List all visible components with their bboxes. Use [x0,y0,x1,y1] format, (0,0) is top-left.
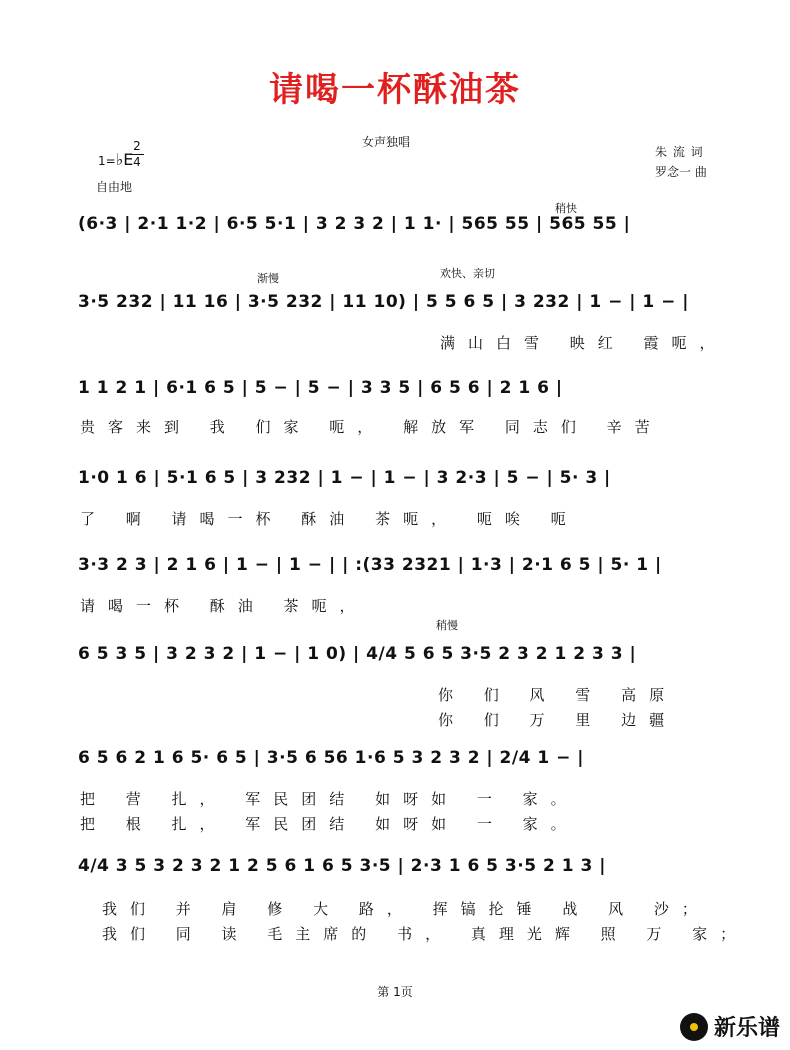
logo-text: 新乐谱 [713,1016,780,1041]
lyrics-verse-2: 你 们 万 里 边疆 [438,711,678,729]
lyrics-verse-1: 把 营 扎， 军民团结 如呀如 一 家。 [80,790,579,808]
score-line-7 [78,748,740,833]
lyrics-verse-2: 把 根 扎， 军民团结 如呀如 一 家。 [80,815,579,833]
notation-text: 6 5 6 2 1 6 5· 6 5 | 3·5 6 56 1·6 5 3 2 3 2 | 2/4 1 − | [78,748,584,768]
notation-text: 1 1 2 1 | 6·1 6 5 | 5 − | 5 − | 3 3 5 | 6 5 6 | 2 1 6 | [78,378,563,398]
dynamic-marking: 欢快、亲切 [440,267,495,280]
site-logo [680,1011,780,1042]
lyrics: 了 啊 请喝一杯 酥油 茶呃， 呃唉 呃 [80,510,579,528]
key-label: 1= [98,154,116,168]
lyrics-verse-2: 我们 同 读 毛主席的 书， 真理光辉 照 万 家； [102,925,749,943]
notation-text: 6 5 3 5 | 3 2 3 2 | 1 − | 1 0) | 4/4 5 6 5 3·5 2 3 2 1 2 3 3 | [78,644,637,664]
notation-text: 3·3 2 3 | 2 1 6 | 1 − | 1 − | | :(33 2321 | 1·3 | 2·1 6 5 | 5· 1 | [78,555,662,575]
lyrics: 请喝一杯 酥油 茶呃， [80,597,368,615]
lyrics-verse-1: 你 们 风 雪 高原 [438,686,678,704]
lyrics-verse-1: 我们 并 肩 修 大 路， 挥镐抡锤 战 风 沙； [102,900,710,918]
notation-text: 3·5 232 | 11 16 | 3·5 232 | 11 10) | 5 5 6 5 | 3 232 | 1 − | 1 − | [78,292,690,312]
dynamic-marking: 稍慢 [436,619,458,632]
score-line-1 [78,214,740,274]
score-line-3 [78,378,740,438]
notation-text: 4/4 3 5 3 2 3 2 1 2 5 6 1 6 5 3·5 | 2·3 1 6 5 3·5 2 1 3 | [78,856,606,876]
score-line-8 [78,856,749,943]
song-title: 请喝一杯酥油茶 [269,70,521,110]
record-icon [680,1013,708,1041]
notation-text: 1·0 1 6 | 5·1 6 5 | 3 232 | 1 − | 1 − | 3 2·3 | 5 − | 5· 3 | [78,468,611,488]
lyrics: 贵客来到 我 们家 呃， 解放军 同志们 辛苦 [80,418,663,436]
key-note: ♭E [115,150,134,169]
dynamic-marking: 渐慢 [257,272,279,285]
time-sig-numerator: 2 [133,139,141,153]
time-signature [130,140,144,169]
lyrics: 满山白雪 映红 霞呃， [440,334,728,352]
page-number: 第 1页 [377,985,413,999]
notation-text: (6·3 | 2·1 1·2 | 6·5 5·1 | 3 2 3 2 | 1 1· | 565 55 | 565 55 | [78,214,631,234]
dynamic-marking: 稍快 [555,202,577,215]
time-sig-denominator: 4 [133,155,141,169]
score-line-6 [78,644,740,729]
tempo-marking: 自由地 [96,180,133,194]
performance-note: 女声独唱 [362,135,411,149]
score-line-5 [78,555,740,615]
score-line-2 [78,292,740,352]
composer-credit: 罗念一 曲 [655,165,707,179]
score-line-4 [78,468,740,528]
key-signature [98,150,133,169]
lyricist-credit: 朱 流 词 [655,145,704,159]
